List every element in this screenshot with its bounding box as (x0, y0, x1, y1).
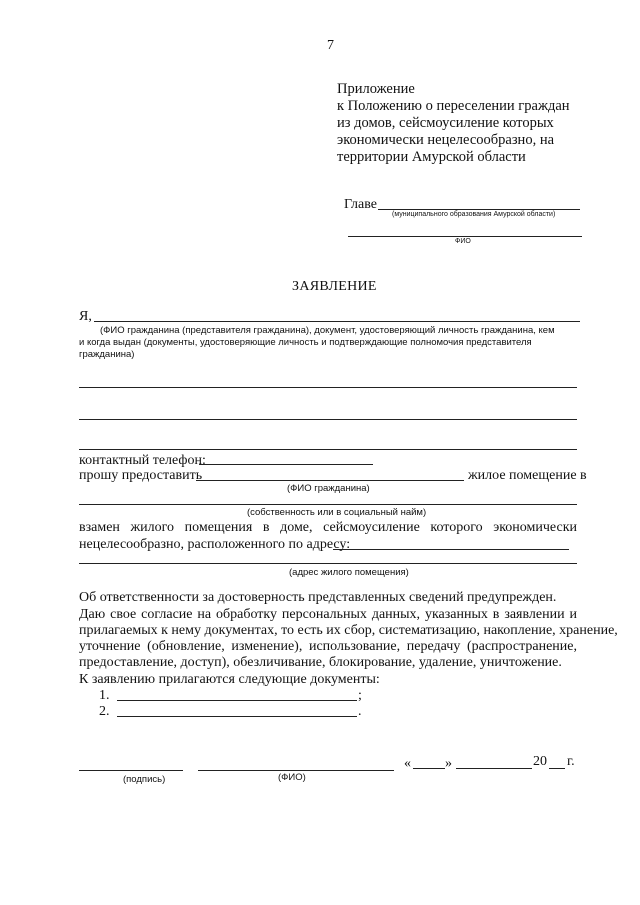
consent-line-2: Даю свое согласие на обработку персональных данных, указанных в заявлении и (79, 607, 577, 622)
signature-field[interactable] (79, 770, 183, 771)
consent-line-4: уточнение (обновление, изменение), использование, передачу (распространение, (79, 639, 577, 654)
applicant-hint-1: (ФИО гражданина (представителя гражданина), документ, удостоверяющий личность гражданина, кем (100, 325, 555, 336)
applicant-hint-2: и когда выдан (документы, удостоверяющие личность и подтверждающие полномочия представителя (79, 337, 532, 348)
date-quote-open: « (404, 756, 411, 771)
consent-line-1: Об ответственности за достоверность представленных сведений предупрежден. (79, 590, 557, 605)
phone-field[interactable] (199, 464, 373, 465)
signature-hint: (подпись) (123, 774, 166, 785)
attachment-field-1[interactable] (117, 700, 357, 701)
request-fio-hint: (ФИО гражданина) (287, 483, 370, 494)
applicant-field[interactable] (94, 321, 580, 322)
document-title: ЗАЯВЛЕНИЕ (292, 279, 377, 294)
ownership-hint: (собственность или в социальный найм) (247, 507, 427, 518)
date-quote-close: » (445, 756, 452, 771)
date-month-field[interactable] (456, 768, 532, 769)
head-label: Главе (344, 197, 377, 212)
date-year-field[interactable] (549, 768, 565, 769)
address-field-cont[interactable] (79, 563, 577, 564)
attachment-end: . (358, 704, 362, 719)
appendix-line: из домов, сейсмоусиление которых (337, 115, 554, 131)
appendix-line: Приложение (337, 81, 415, 97)
head-name-field[interactable] (378, 209, 580, 210)
applicant-field-cont-3[interactable] (79, 449, 577, 450)
applicant-hint-3: гражданина) (79, 349, 135, 360)
request-prefix: прошу предоставить (79, 468, 203, 483)
head-hint: (муниципального образования Амурской области) (392, 211, 556, 218)
page-number: 7 (327, 38, 334, 53)
date-year-suffix: г. (567, 754, 575, 769)
appendix-line: к Положению о переселении граждан (337, 98, 570, 114)
date-year-prefix: 20 (533, 754, 547, 769)
address-field[interactable] (333, 549, 569, 550)
signature-fio-hint: (ФИО) (278, 772, 306, 783)
request-fio-field[interactable] (196, 480, 464, 481)
attachment-number: 2. (99, 704, 110, 719)
applicant-field-cont-1[interactable] (79, 387, 577, 388)
attachments-intro: К заявлению прилагаются следующие документы: (79, 672, 380, 687)
phone-label: контактный телефон: (79, 453, 206, 468)
appendix-block (337, 81, 597, 166)
consent-line-3: прилагаемых к нему документах, то есть их сбор, систематизацию, накопление, хранение, (79, 623, 618, 638)
attachment-end: ; (358, 688, 362, 703)
address-hint: (адрес жилого помещения) (289, 567, 409, 578)
attachment-number: 1. (99, 688, 110, 703)
ownership-field[interactable] (79, 504, 577, 505)
head-fio-field[interactable] (348, 236, 582, 237)
applicant-field-cont-2[interactable] (79, 419, 577, 420)
consent-line-5: предоставление, доступ), обезличивание, блокирование, удаление, уничтожение. (79, 655, 562, 670)
attachment-field-2[interactable] (117, 716, 357, 717)
applicant-prefix: Я, (79, 309, 92, 324)
request-line-1: взамен жилого помещения в доме, сейсмоусиление которого экономически (79, 520, 577, 535)
signature-fio-field[interactable] (198, 770, 394, 771)
head-fio-hint: ФИО (455, 238, 471, 245)
request-line-2: нецелесообразно, расположенного по адресу: (79, 537, 351, 552)
appendix-line: экономически нецелесообразно, на (337, 132, 555, 148)
appendix-line: территории Амурской области (337, 149, 526, 165)
date-day-field[interactable] (413, 768, 445, 769)
request-suffix: жилое помещение в (468, 468, 587, 483)
